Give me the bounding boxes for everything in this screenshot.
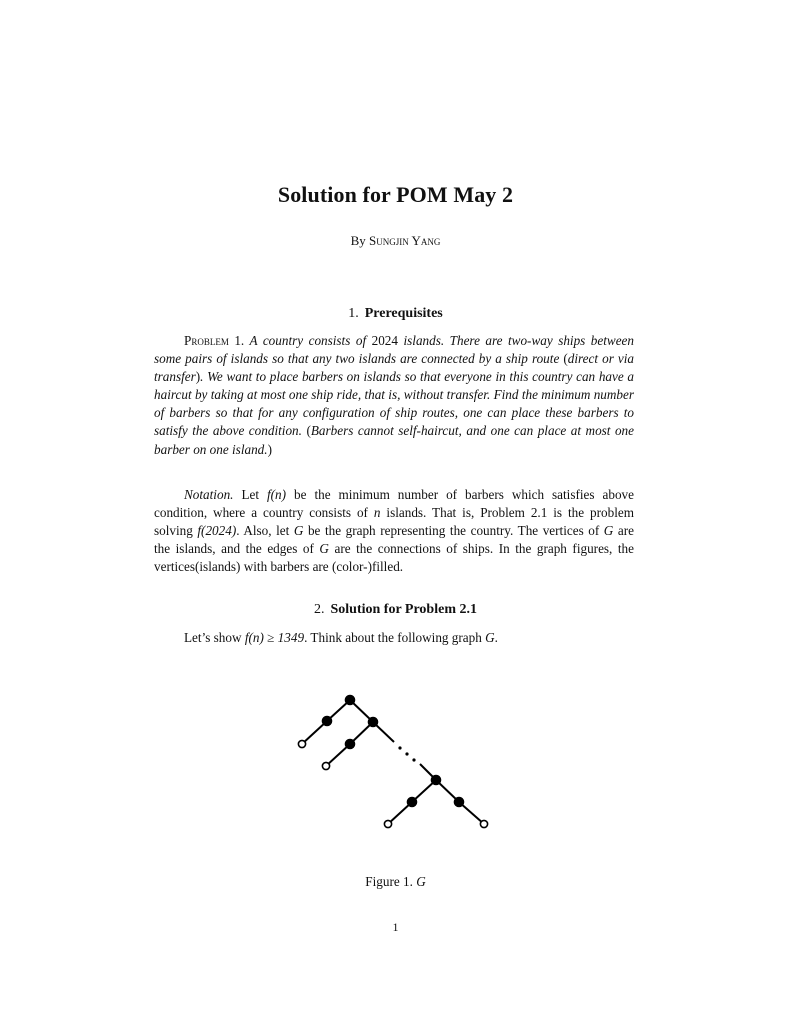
section-number: 1. xyxy=(348,306,359,321)
math-fn: f(n) xyxy=(267,487,287,502)
section-title: Solution for Problem 2.1 xyxy=(330,602,477,617)
paren-close: ) xyxy=(195,369,201,385)
ellipsis-dots xyxy=(398,746,415,761)
vertex-filled xyxy=(455,798,464,807)
notation-text: are the islands, and the edges of xyxy=(154,523,634,557)
page-title: Solution for POM May 2 xyxy=(277,182,514,207)
vertex-hollow xyxy=(384,820,391,827)
byline-by: By xyxy=(350,233,366,248)
solution-text: . xyxy=(494,630,498,645)
problem-num-islands: 2024 xyxy=(371,333,398,348)
author-name: Sungjin Yang xyxy=(369,233,441,248)
notation-text: . Also, let xyxy=(236,523,294,539)
vertex-filled xyxy=(346,740,355,749)
math-f2024: f(2024) xyxy=(197,523,237,539)
notation-text: be the graph representing the country. The vertices of xyxy=(303,523,604,539)
notation-paragraph xyxy=(154,486,634,576)
vertex-filled xyxy=(323,717,332,726)
author-byline xyxy=(0,233,791,249)
caption-prefix: Figure 1. xyxy=(365,874,413,889)
vertex-filled xyxy=(408,798,417,807)
page-number: 1 xyxy=(392,920,399,934)
ellipsis-dot xyxy=(405,752,408,755)
math-G: G xyxy=(485,630,495,645)
problem-text-1: A country consists of xyxy=(249,333,372,348)
notation-text: islands. That is, Problem 2.1 is the problem solving xyxy=(154,505,634,539)
notation-text: are the connections of ships. In the graph figures, the vertices(islands) with barbers are (color-)filled. xyxy=(154,541,634,575)
graph-vertices xyxy=(298,696,487,828)
notation-label: Notation. xyxy=(184,487,234,502)
problem-text-5: Barbers cannot self-haircut, and one can place at most one barber on one island. xyxy=(154,423,634,457)
notation-text: be the minimum number of barbers which satisfies above condition, where a country consists of xyxy=(154,487,634,521)
math-inequality: f(n) ≥ 1349 xyxy=(244,630,305,645)
paren-open-2: ( xyxy=(306,423,311,439)
math-n: n xyxy=(373,505,381,521)
paren-close-2: ) xyxy=(267,441,272,457)
problem-label: Problem 1. xyxy=(184,333,245,348)
ellipsis-dot xyxy=(412,758,415,761)
solution-text: . Think about the following graph xyxy=(304,630,486,645)
paren-open: ( xyxy=(563,351,568,367)
vertex-filled xyxy=(369,718,378,727)
solution-text: Let’s show xyxy=(184,630,245,645)
section-heading-2 xyxy=(0,602,791,618)
ellipsis-dot xyxy=(398,746,401,749)
vertex-hollow xyxy=(480,820,487,827)
vertex-hollow xyxy=(322,762,329,769)
notation-text: Let xyxy=(233,487,267,502)
problem-text-2: islands. There are two-way ships between some pairs of islands so that any two islands are connected by a ship route xyxy=(154,333,635,367)
section-number: 2. xyxy=(314,602,325,617)
figure-caption xyxy=(0,874,791,890)
solution-intro xyxy=(154,629,634,647)
graph-svg xyxy=(280,680,510,850)
math-G: G xyxy=(319,541,329,557)
caption-symbol: G xyxy=(416,874,426,889)
section-heading-1 xyxy=(0,306,791,322)
problem-statement xyxy=(154,332,634,459)
problem-text-3: direct or via transfer xyxy=(154,351,634,385)
problem-text-4: . We want to place barbers on islands so that everyone in this country can have a haircut by taking at most one ship ride, that is, without transfer. Find the minimum number of barbers so that for any configuration of ship routes, one can place these barbers to satisfy the above condition. xyxy=(154,369,634,439)
section-title: Prerequisites xyxy=(364,306,443,321)
vertex-hollow xyxy=(298,740,305,747)
vertex-filled xyxy=(432,776,441,785)
vertex-filled xyxy=(346,696,355,705)
math-G: G xyxy=(293,523,304,539)
graph-figure xyxy=(280,680,510,850)
math-G: G xyxy=(603,523,614,539)
